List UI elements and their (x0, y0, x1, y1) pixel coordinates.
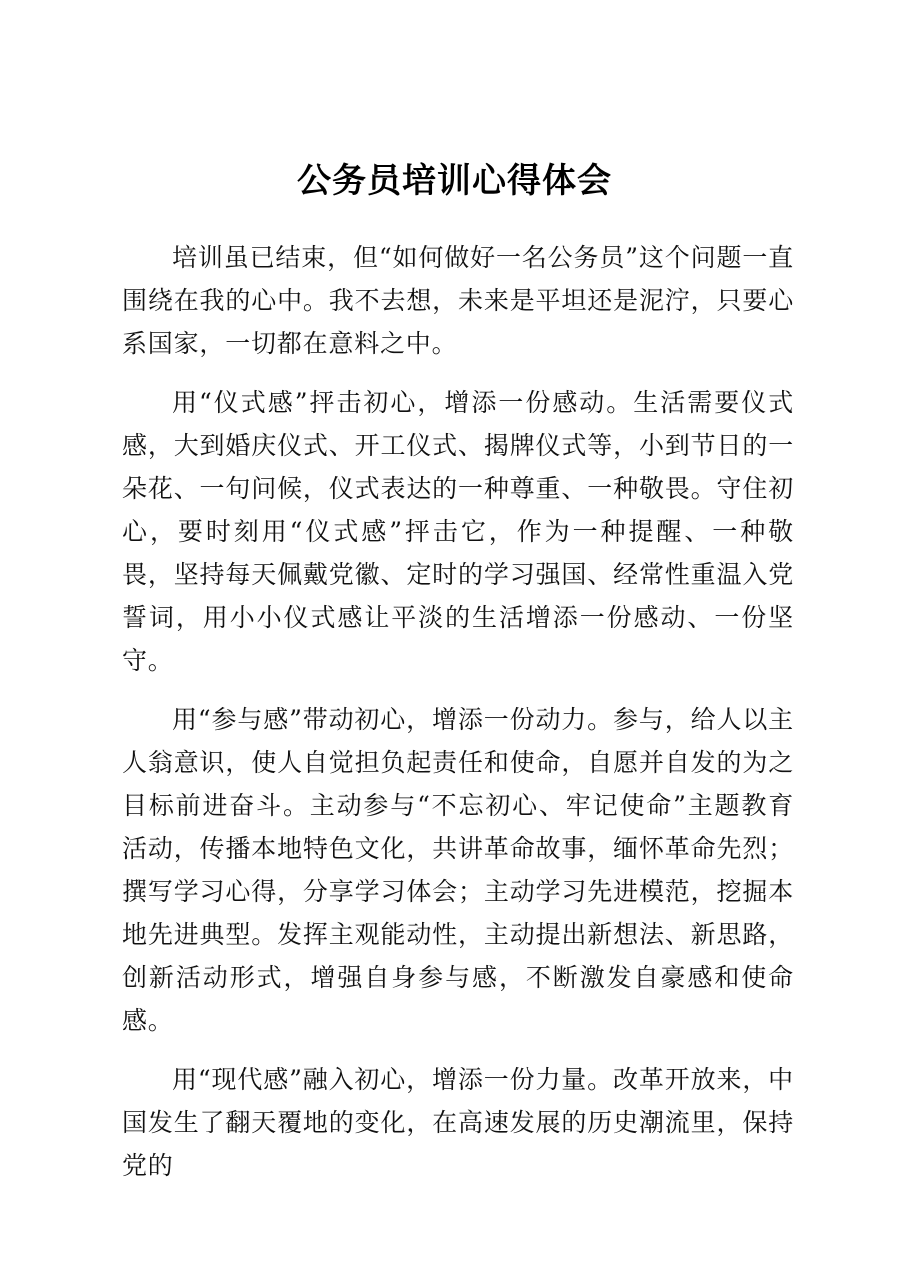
document-title: 公务员培训心得体会 (297, 161, 612, 201)
document-body (122, 236, 794, 1203)
paragraph-2: 用“仪式感”抨击初心，增添一份感动。生活需要仪式感，大到婚庆仪式、开工仪式、揭牌仪式等，小到节日的一朵花、一句问候，仪式表达的一种尊重、一种敬畏。守住初心，要时刻用“仪式感”抨击它，作为一种提醒、一种敬畏，坚持每天佩戴党徽、定时的学习强国、经常性重温入党誓词，用小小仪式感让平淡的生活增添一份感动、一份坚守。 (122, 388, 794, 675)
paragraph-3: 用“参与感”带动初心，增添一份动力。参与，给人以主人翁意识，使人自觉担负起责任和使命，自愿并自发的为之目标前进奋斗。主动参与“不忘初心、牢记使命”主题教育活动，传播本地特色文化，共讲革命故事，缅怀革命先烈；撰写学习心得，分享学习体会；主动学习先进模范，挖掘本地先进典型。发挥主观能动性，主动提出新想法、新思路，创新活动形式，增强自身参与感，不断激发自豪感和使命感。 (122, 705, 794, 1035)
paragraph-4: 用“现代感”融入初心，增添一份力量。改革开放来，中国发生了翻天覆地的变化，在高速发展的历史潮流里，保持党的 (122, 1065, 794, 1180)
paragraph-1: 培训虽已结束，但“如何做好一名公务员”这个问题一直围绕在我的心中。我不去想，未来是平坦还是泥泞，只要心系国家，一切都在意料之中。 (122, 243, 794, 358)
